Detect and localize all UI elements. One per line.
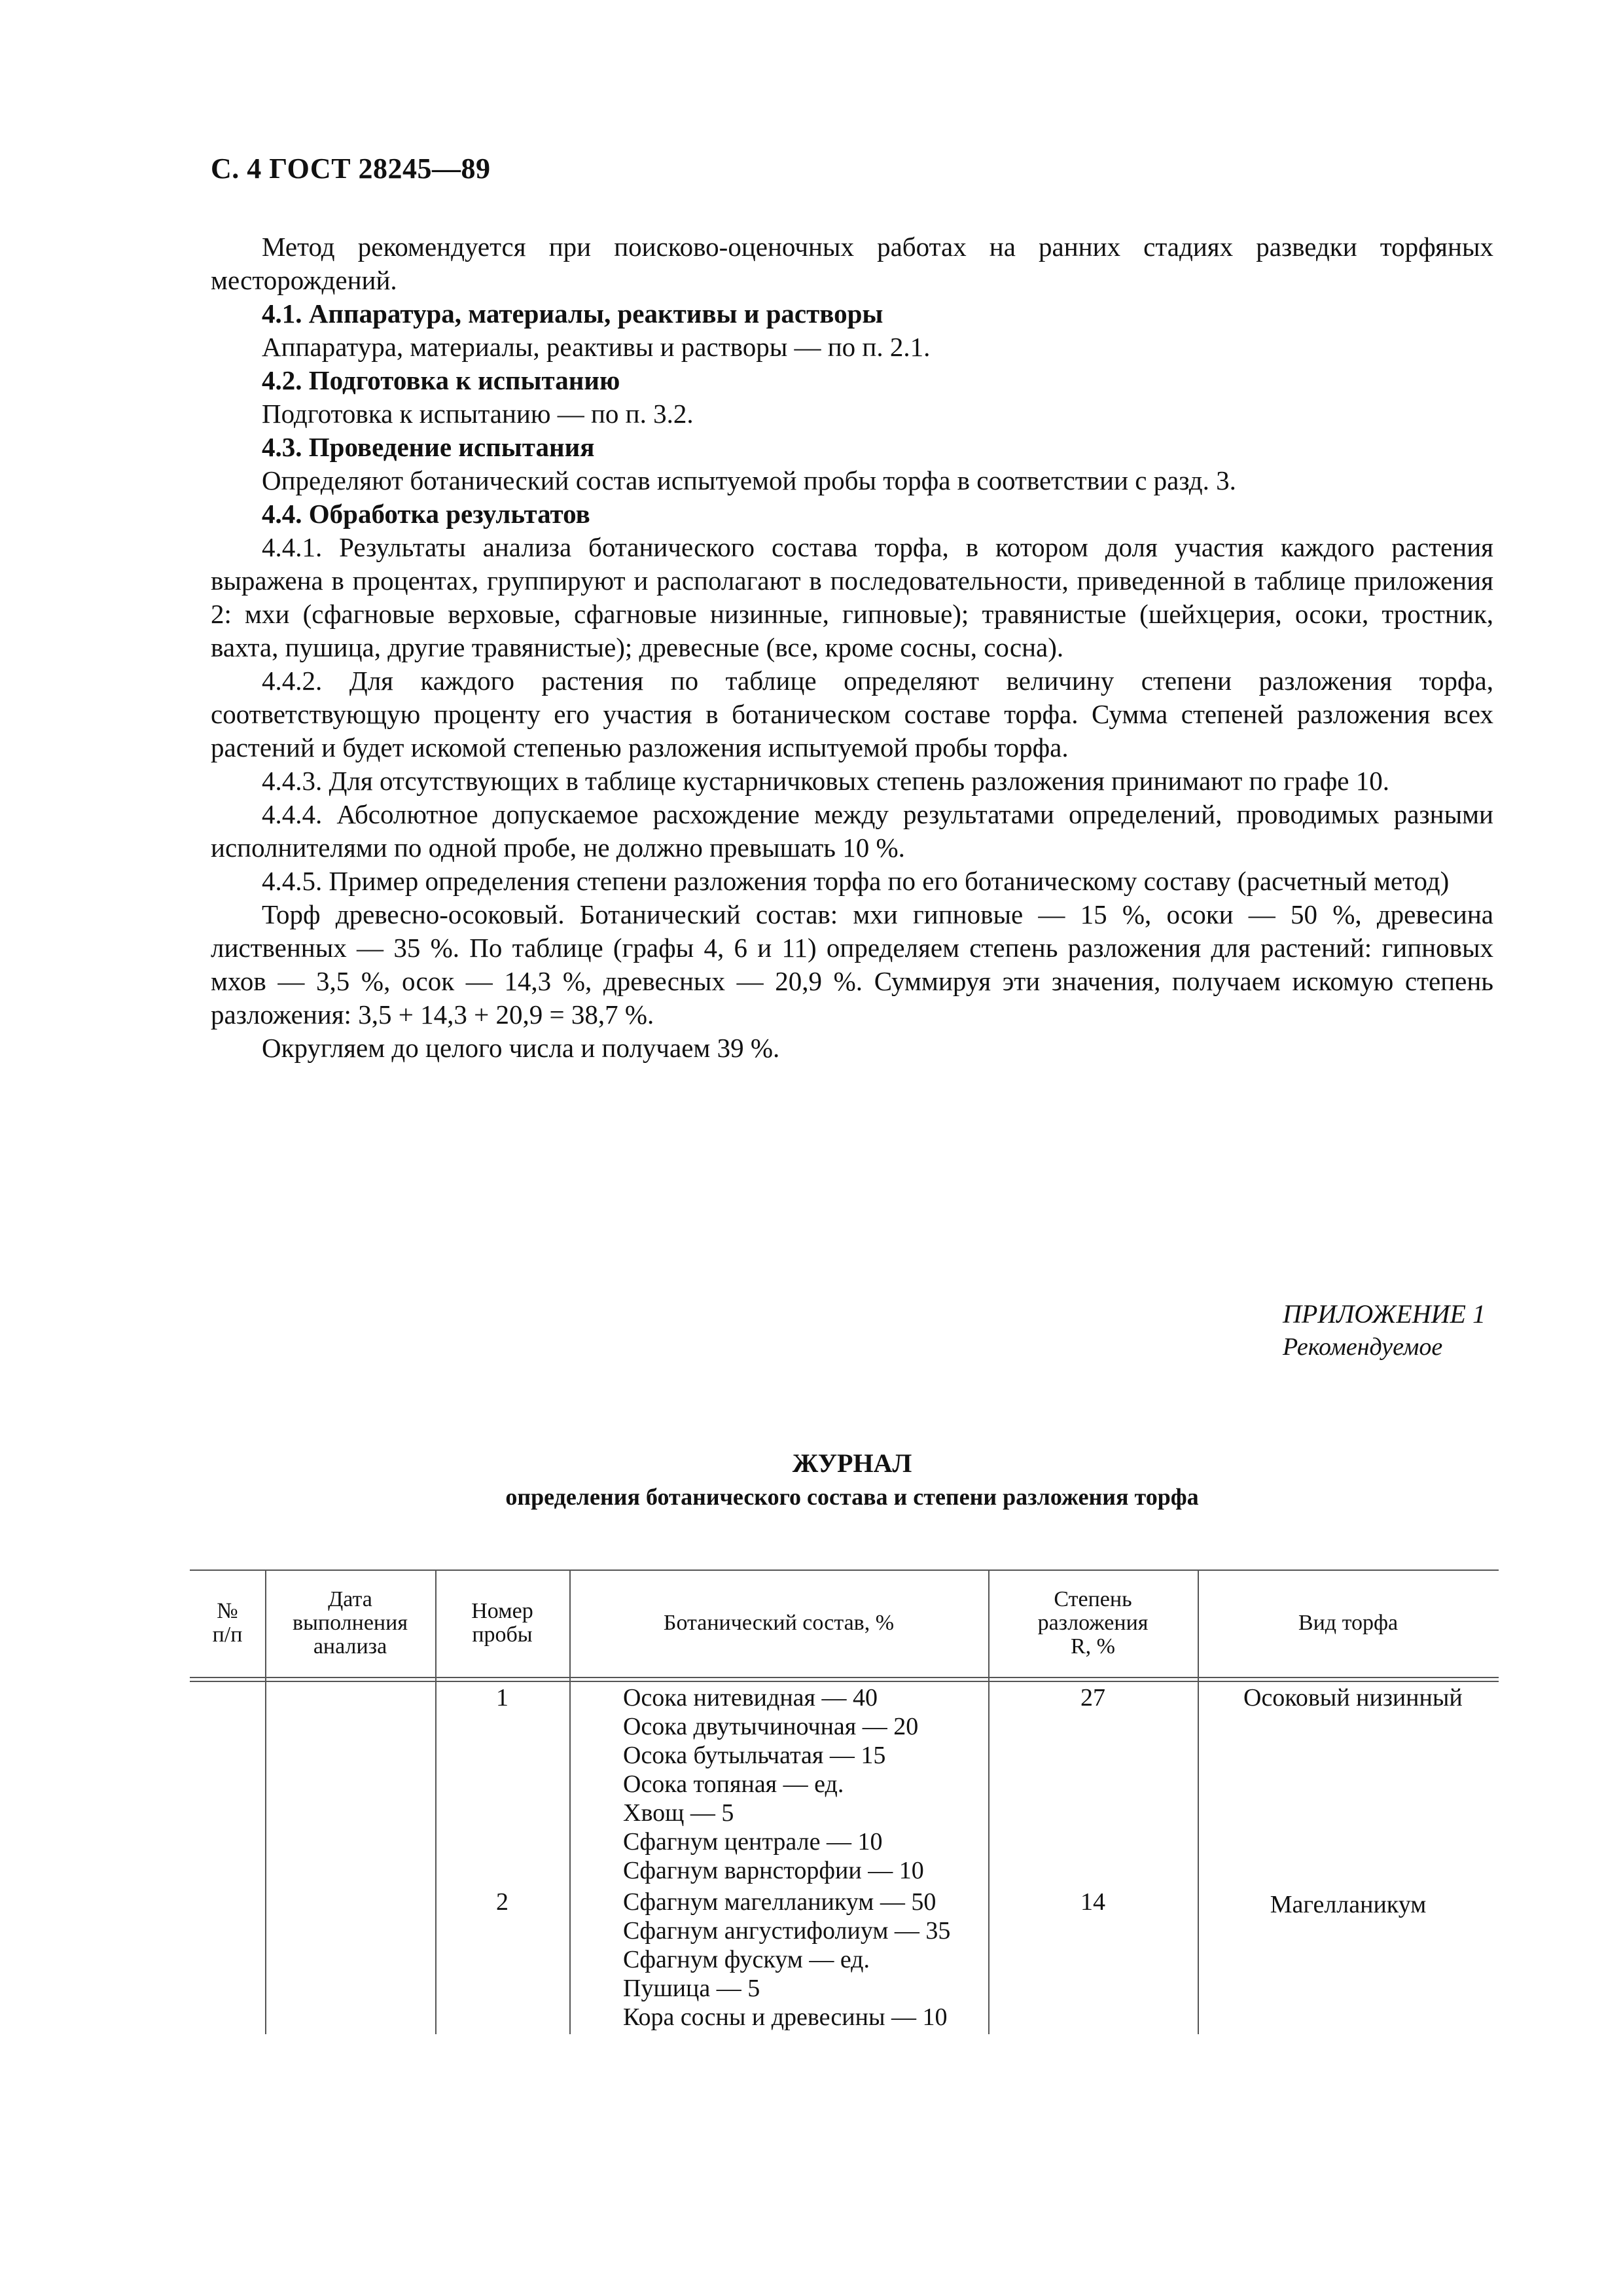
section-heading: 4.1. Аппаратура, материалы, реактивы и растворы xyxy=(262,298,883,329)
paragraph: 4.4.1. Результаты анализа ботанического состава торфа, в котором доля участия каждого растения выражена в процентах, группируют и располагают в последовательности, приведенной в таблице приложения 2: мхи (сфагновые верховые, сфагновые низинные, гипновые); травянистые (шейхцерия, осоки, тростник, вахта, пушица, другие травянистые); древесные (все, кроме сосны, сосна). xyxy=(211,532,1493,662)
row1-type: Осоковый низинный xyxy=(1243,1684,1463,1712)
header-type xyxy=(1198,1570,1499,1677)
row1-composition xyxy=(623,1683,990,1885)
journal-table xyxy=(190,1570,1499,2034)
header-sample xyxy=(435,1570,569,1677)
body-text xyxy=(211,230,1493,1065)
paragraph: Подготовка к испытанию — по п. 3.2. xyxy=(262,399,694,429)
composition-line: Кора сосны и древесины — 10 xyxy=(623,2003,948,2031)
row2-degree: 14 xyxy=(1080,1888,1105,1916)
header-degree xyxy=(988,1570,1198,1677)
composition-line: Хвощ — 5 xyxy=(623,1799,734,1827)
paragraph: 4.4.2. Для каждого растения по таблице определяют величину степени разложения торфа, соответствующую проценту его участия в ботаническом составе торфа. Сумма степеней разложения всех растений и будет искомой степенью разложения испытуемой пробы торфа. xyxy=(211,666,1493,762)
header-rule xyxy=(190,1677,1499,1678)
header-rule xyxy=(190,1681,1499,1682)
appendix-status: Рекомендуемое xyxy=(1283,1333,1443,1361)
paragraph: Аппаратура, материалы, реактивы и растворы — по п. 2.1. xyxy=(262,332,931,362)
header-type-text: Вид торфа xyxy=(1298,1611,1399,1635)
composition-line: Осока двутычиночная — 20 xyxy=(623,1713,919,1740)
paragraph: 4.4.3. Для отсутствующих в таблице кустарничковых степень разложения принимают по графе 10. xyxy=(262,766,1389,796)
intro-paragraph: Метод рекомендуется при поисково-оценочных работах на ранних стадиях разведки торфяных месторождений. xyxy=(211,232,1493,295)
journal-subtitle: определения ботанического состава и степени разложения торфа xyxy=(505,1484,1199,1510)
header-degree-text: Степень разложения R, % xyxy=(1037,1587,1149,1659)
row2-composition xyxy=(623,1888,990,2032)
paragraph: Определяют ботанический состав испытуемой пробы торфа в соответствии с разд. 3. xyxy=(262,465,1236,495)
paragraph: 4.4.4. Абсолютное допускаемое расхождение между результатами определений, проводимых разными исполнителями по одной пробе, не должно превышать 10 %. xyxy=(211,799,1493,863)
row2-sample: 2 xyxy=(496,1888,508,1916)
row1-degree: 27 xyxy=(1080,1684,1105,1712)
header-num xyxy=(190,1570,265,1677)
header-date-text: Дата выполнения анализа xyxy=(293,1587,408,1659)
composition-line: Осока топяная — ед. xyxy=(623,1770,844,1798)
section-heading: 4.4. Обработка результатов xyxy=(262,499,590,529)
row2-type: Магелланикум xyxy=(1270,1891,1427,1918)
header-composition xyxy=(569,1570,988,1677)
section-heading: 4.2. Подготовка к испытанию xyxy=(262,365,620,395)
paragraph: 4.4.5. Пример определения степени разложения торфа по его ботаническому составу (расчетный метод) xyxy=(262,866,1450,896)
header-num-text: № п/п xyxy=(212,1599,243,1647)
paragraph: Торф древесно-осоковый. Ботанический состав: мхи гипновые — 15 %, осоки — 50 %, древесина лиственных — 35 %. По таблице (графы 4, 6 и 11) определяем степень разложения для растений: гипновых мхов — 3,5 %, осок — 14,3 %, древесных — 20,9 %. Суммируя эти значения, получаем искомую степень разложения: 3,5 + 14,3 + 20,9 = 38,7 %. xyxy=(211,899,1493,1030)
appendix-title: ПРИЛОЖЕНИЕ 1 xyxy=(1283,1299,1486,1329)
composition-line: Осока бутыльчатая — 15 xyxy=(623,1742,886,1769)
composition-line: Сфагнум варнсторфии — 10 xyxy=(623,1857,924,1884)
paragraph: Округляем до целого числа и получаем 39 %. xyxy=(262,1033,780,1063)
header-sample-text: Номер пробы xyxy=(471,1599,533,1647)
page-header: С. 4 ГОСТ 28245—89 xyxy=(211,152,491,185)
header-date xyxy=(265,1570,435,1677)
composition-line: Сфагнум централе — 10 xyxy=(623,1828,883,1856)
journal-title: ЖУРНАЛ xyxy=(792,1448,912,1478)
composition-line: Сфагнум фускум — ед. xyxy=(623,1946,870,1973)
composition-line: Осока нитевидная — 40 xyxy=(623,1684,878,1712)
row1-sample: 1 xyxy=(496,1684,508,1712)
section-heading: 4.3. Проведение испытания xyxy=(262,432,595,462)
composition-line: Пушица — 5 xyxy=(623,1975,760,2002)
header-composition-text: Ботанический состав, % xyxy=(663,1611,895,1635)
appendix-label xyxy=(1283,1298,1486,1363)
composition-line: Сфагнум магелланикум — 50 xyxy=(623,1888,936,1916)
composition-line: Сфагнум ангустифолиум — 35 xyxy=(623,1917,951,1945)
